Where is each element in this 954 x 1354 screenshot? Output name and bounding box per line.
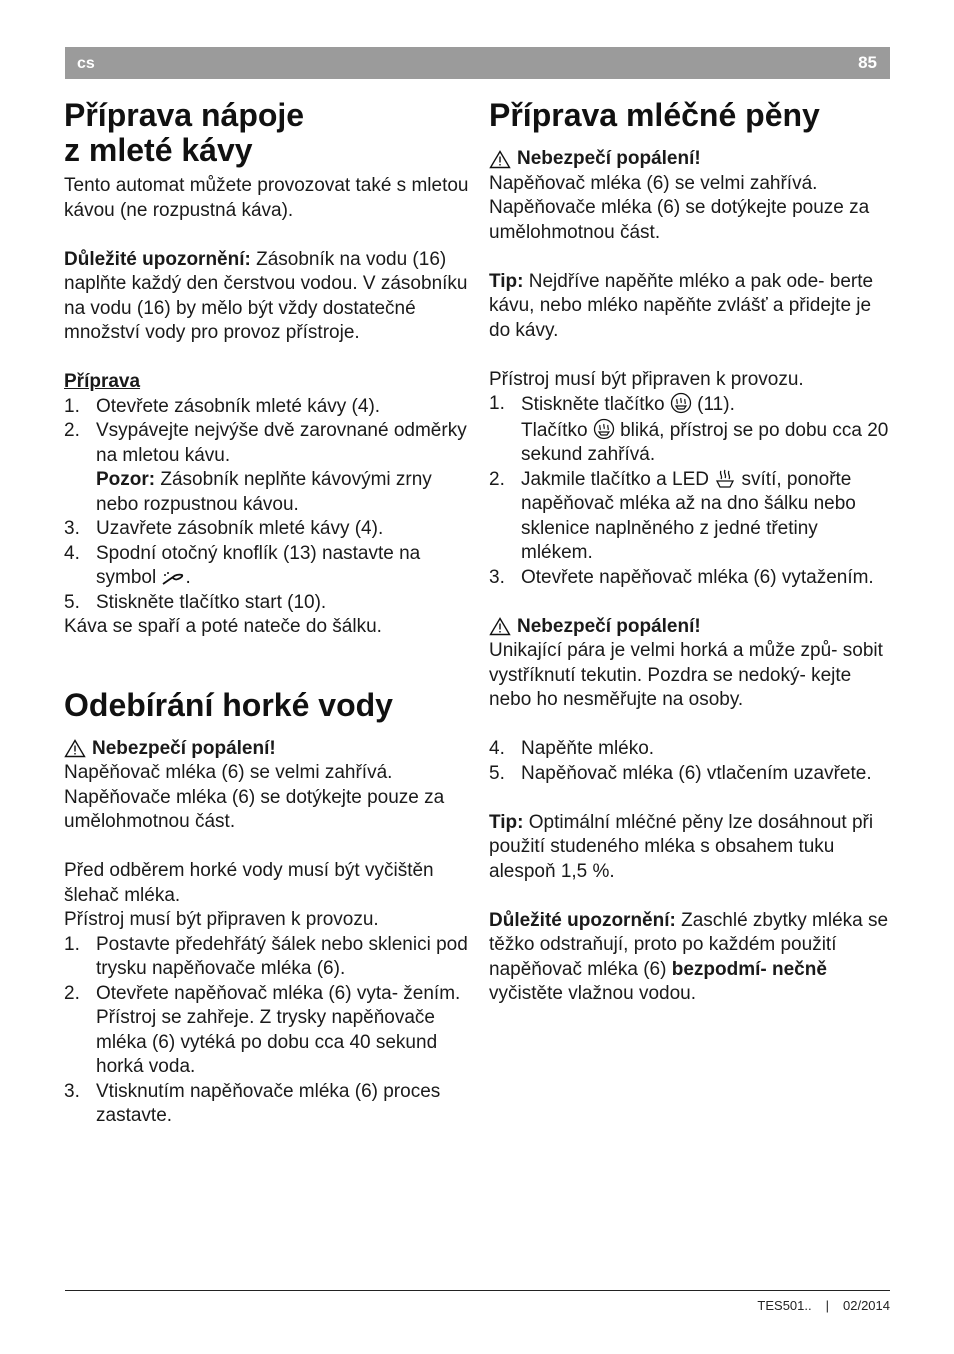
left-column — [64, 98, 469, 1129]
model-number: TES501.. — [757, 1298, 812, 1313]
right-column — [489, 98, 889, 1007]
list-item: 1. Stiskněte tlačítko (11). Tlačítko bliká, přístroj se po dobu cca 20 sekund zahřívá. — [489, 393, 889, 465]
list-item: 4. Napěňte mléko. — [489, 738, 655, 759]
steps-list — [489, 392, 889, 590]
list-item: 1. Postavte předehřátý šálek nebo sklenici pod trysku napěňovače mléka (6). — [64, 933, 468, 979]
subheading-priprava: Příprava — [64, 371, 141, 392]
important-notice: Důležité upozornění: Zásobník na vodu (16) naplňte každý den čerstvou vodou. V zásobníku na vodu (16) by mělo být vždy dostatečné množství vody pro provoz přístroje. — [64, 248, 468, 343]
steps-list — [64, 395, 469, 616]
list-item: 5. Napěňovač mléka (6) vtlačením uzavřete. — [489, 762, 872, 784]
list-item: 2. Vsypávejte nejvýše dvě zarovnané odměrky na mletou kávu. Pozor: Zásobník neplňte kávovými zrny nebo rozpustnou kávou. — [64, 420, 467, 515]
closing-text: Káva se spaří a poté nateče do šálku. — [64, 616, 382, 637]
footer-separator: | — [825, 1298, 829, 1313]
pozor-label: Pozor: — [96, 469, 156, 490]
page-header-bar — [65, 47, 890, 79]
ground-coffee-spoon-icon — [161, 569, 185, 587]
warning-triangle-icon — [489, 150, 511, 169]
footer — [743, 1298, 890, 1313]
important-notice: Důležité upozornění: Zaschlé zbytky mléka se těžko odstraňují, proto po každém použití napěňovač mléka (6) bezpodmí- nečně vyčistěte vlažnou vodou. — [489, 909, 889, 1004]
list-item: 3. Uzavřete zásobník mleté kávy (4). — [64, 518, 384, 539]
steps-list — [489, 737, 889, 786]
warning-text: Unikající pára je velmi horká a může způ- sobit vystříknutí tekutin. Pozdra se nedoký- kejte nebo ho nesměřujte na osoby. — [489, 640, 883, 710]
page-number: 85 — [858, 53, 877, 72]
intro-text: Tento automat můžete provozovat také s mletou kávou (ne rozpustná káva). — [64, 175, 469, 221]
warning-triangle-icon — [489, 617, 511, 636]
list-item: 1. Otevřete zásobník mleté kávy (4). — [64, 395, 381, 417]
warning-heading: Nebezpečí popálení! — [64, 737, 469, 762]
footer-rule — [65, 1290, 890, 1291]
ready-text: Přístroj musí být připraven k provozu. — [64, 909, 379, 930]
steam-led-icon — [714, 469, 736, 489]
tip-text: Tip: Nejdříve napěňte mléko a pak ode- berte kávu, nebo mléko napěňte zvlášť a přidejte je do kávy. — [489, 270, 874, 341]
section-title-ground-coffee: Příprava nápoje z mleté kávy — [64, 97, 305, 168]
tip-text: Tip: Optimální mléčné pěny lze dosáhnout při použití studeného mléka s obsahem tuku alespoň 1,5 %. — [489, 811, 874, 882]
warning-text: Napěňovač mléka (6) se velmi zahřívá. Napěňovače mléka (6) se dotýkejte pouze za umělohmotnou část. — [489, 172, 870, 243]
section-title-hot-water: Odebírání horké vody — [64, 686, 393, 723]
warning-triangle-icon — [64, 739, 86, 758]
section-title-milk-froth: Příprava mléčné pěny — [489, 97, 820, 133]
steam-button-icon — [670, 392, 692, 414]
warning-heading: Nebezpečí popálení! — [489, 147, 889, 172]
list-item: 3. Vtisknutím napěňovače mléka (6) proces zastavte. — [64, 1080, 441, 1126]
steam-button-icon — [593, 418, 615, 440]
list-item: 2. Jakmile tlačítko a LED svítí, ponořte napěňovač mléka až na dno šálku nebo sklenice naplněného z jedné třetiny mlékem. — [489, 468, 856, 563]
list-item: 5. Stiskněte tlačítko start (10). — [64, 591, 327, 613]
footer-date: 02/2014 — [843, 1298, 890, 1313]
list-item: 4. Spodní otočný knoflík (13) nastavte na symbol . — [64, 542, 421, 588]
steps-list — [64, 933, 469, 1129]
list-item: 3. Otevřete napěňovač mléka (6) vytažením. — [489, 566, 874, 588]
language-code: cs — [77, 55, 95, 72]
warning-heading: Nebezpečí popálení! — [489, 615, 889, 640]
list-item: 2. Otevřete napěňovač mléka (6) vyta- žením. Přístroj se zahřeje. Z trysky napěňovače mléka (6) vytéká po dobu cca 40 sekund horká voda. — [64, 982, 461, 1077]
ready-text: Přístroj musí být připraven k provozu. — [489, 368, 804, 390]
warning-text: Napěňovač mléka (6) se velmi zahřívá. Napěňovače mléka (6) se dotýkejte pouze za umělohmotnou část. — [64, 762, 445, 832]
before-text: Před odběrem horké vody musí být vyčištěn šlehač mléka. — [64, 860, 434, 906]
